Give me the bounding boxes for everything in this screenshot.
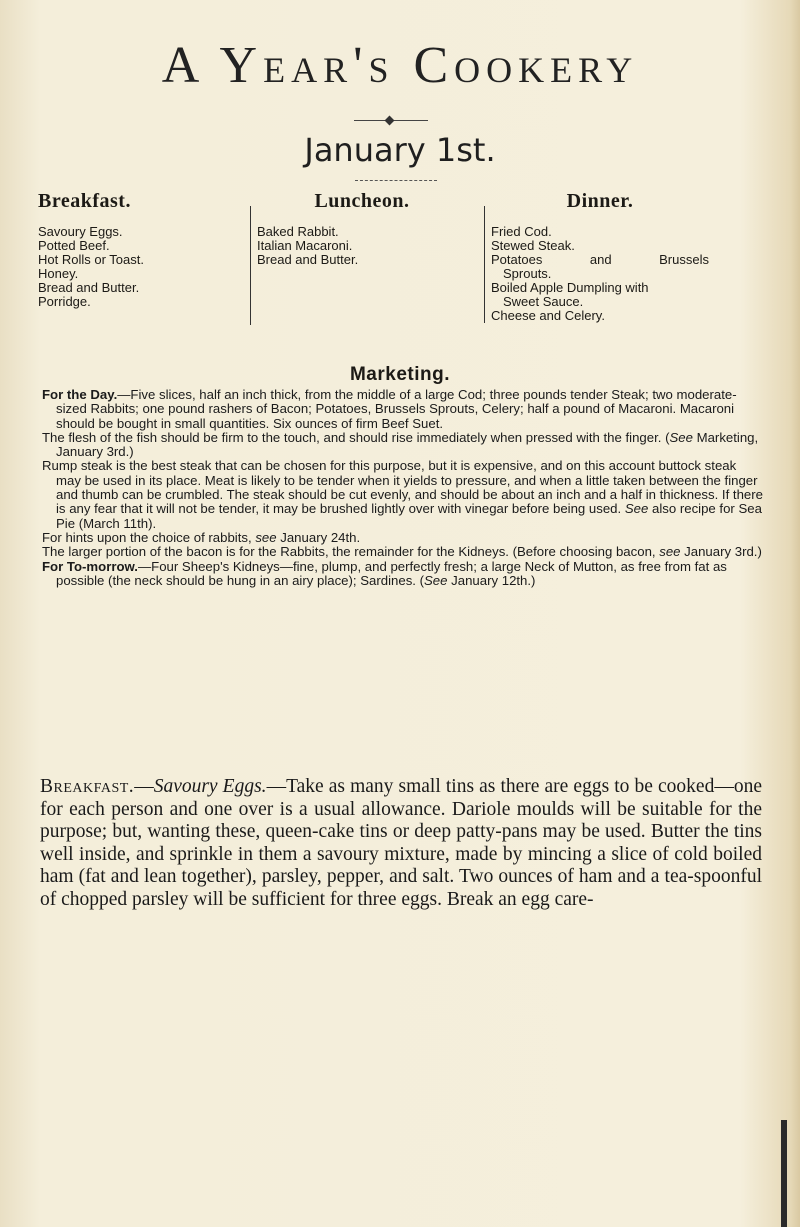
list-item: Porridge. bbox=[38, 294, 91, 309]
see-reference: see bbox=[255, 529, 277, 545]
list-item: Bread and Butter. bbox=[38, 280, 140, 295]
paragraph-text: Marketing, January 3rd.) bbox=[56, 429, 759, 460]
list-item bbox=[491, 253, 709, 267]
section-lead: Breakfast. bbox=[40, 776, 135, 797]
dinner-heading: Dinner. bbox=[566, 190, 634, 212]
see-reference: see bbox=[659, 544, 681, 560]
list-item: Fried Cod. bbox=[491, 224, 552, 239]
dash: — bbox=[134, 776, 154, 797]
list-item: Bread and Butter. bbox=[257, 252, 359, 267]
marketing-paragraph bbox=[42, 560, 764, 589]
recipe-body: —Take as many small tins as there are eggs to be cooked—one for each person and one over is a usual allowance. Dariole moulds will be suitable for the purpose; but, wanting these, queen-cake tins or deep patty-pans may be used. Butter the tins well inside, and sprinkle in them a savoury mixture, made by mincing a slice of cold boiled ham (fat and lean together), parsley, pepper, and salt. Two ounces of ham and a tea-spoonful of chopped parsley will be sufficient for three eggs. Break an egg care- bbox=[40, 776, 762, 910]
marketing-paragraph bbox=[42, 388, 764, 431]
paragraph-text: Rump steak is the best steak that can be chosen for this purpose, but it is expensive, and on this account buttock steak may be used in its place. Meat is likely to be tender when it yields to pressure, and when a little taken between the finger and thumb can be crumbled. The steak should be cut evenly, and should be about an inch and a half in thickness. If there is any fear that it will not be tender, it may be brushed lightly over with vinegar before being used. bbox=[42, 458, 763, 517]
paragraph-text: The flesh of the fish should be firm to the touch, and should rise immediately when pressed with the finger. ( bbox=[42, 429, 670, 445]
menu-date: January 1st. bbox=[304, 131, 496, 169]
paragraph-label: For To-morrow. bbox=[42, 558, 138, 574]
paragraph-text: The larger portion of the bacon is for the Rabbits, the remainder for the Kidneys. (Before choosing bacon, bbox=[42, 544, 660, 560]
paragraph-text: For hints upon the choice of rabbits, bbox=[42, 529, 256, 545]
breakfast-list bbox=[36, 225, 236, 309]
luncheon-heading: Luncheon. bbox=[314, 190, 410, 212]
see-reference: See bbox=[669, 429, 693, 445]
list-item: Honey. bbox=[38, 266, 79, 281]
date-underline bbox=[355, 180, 437, 181]
marketing-paragraph bbox=[42, 459, 764, 530]
list-item: Savoury Eggs. bbox=[38, 224, 123, 239]
list-item: Cheese and Celery. bbox=[491, 308, 605, 323]
list-item: Hot Rolls or Toast. bbox=[38, 252, 144, 267]
page-edge-mark bbox=[781, 1120, 787, 1227]
list-item: Potted Beef. bbox=[38, 238, 110, 253]
book-title: A Year's Cookery bbox=[161, 37, 639, 94]
list-item-continued: Sprouts. bbox=[503, 266, 552, 281]
dinner-column bbox=[484, 190, 709, 323]
list-item: Boiled Apple Dumpling with bbox=[491, 280, 649, 295]
paragraph-label: For the Day. bbox=[42, 387, 118, 402]
marketing-notes bbox=[42, 388, 764, 588]
marketing-paragraph bbox=[42, 431, 764, 460]
see-reference: See bbox=[424, 572, 448, 588]
luncheon-list bbox=[257, 225, 467, 325]
list-item-word: and bbox=[589, 252, 612, 267]
divider-ornament bbox=[385, 116, 395, 126]
paragraph-text: also recipe for Sea Pie (March 11th). bbox=[56, 501, 762, 531]
list-item-continued: Sweet Sauce. bbox=[503, 294, 584, 309]
recipe-text bbox=[40, 776, 762, 911]
list-item: Baked Rabbit. bbox=[257, 224, 339, 239]
paragraph-text: January 3rd.) bbox=[680, 544, 762, 560]
paragraph-text: January 12th.) bbox=[447, 572, 536, 588]
paragraph-text: —Five slices, half an inch thick, from the middle of a large Cod; three pounds tender Steak; two moderate-sized Rabbits; one pound rashers of Bacon; Potatoes, Brussels Sprouts, Celery; half a pound of Macaroni. Macaroni should be bought in small quantities. Six ounces of firm Beef Suet. bbox=[56, 387, 737, 431]
paragraph-text: January 24th. bbox=[276, 529, 361, 545]
dinner-list bbox=[491, 225, 709, 323]
list-item-word: Brussels bbox=[659, 252, 709, 267]
breakfast-column bbox=[36, 190, 236, 309]
luncheon-column bbox=[250, 190, 467, 325]
daily-menu bbox=[36, 190, 756, 340]
list-item: Stewed Steak. bbox=[491, 238, 575, 253]
paragraph-text: —Four Sheep's Kidneys—fine, plump, and perfectly fresh; a large Neck of Mutton, as free from fat as possible (the neck should be hung in an airy place); Sardines. ( bbox=[56, 558, 727, 588]
marketing-paragraph bbox=[42, 545, 764, 559]
dish-name: Savoury Eggs. bbox=[153, 776, 267, 797]
list-item-word: Potatoes bbox=[491, 252, 543, 267]
marketing-paragraph bbox=[42, 531, 764, 545]
see-reference: See bbox=[624, 501, 649, 517]
list-item: Italian Macaroni. bbox=[257, 238, 353, 253]
marketing-heading: Marketing. bbox=[349, 364, 451, 385]
breakfast-heading: Breakfast. bbox=[38, 190, 131, 212]
